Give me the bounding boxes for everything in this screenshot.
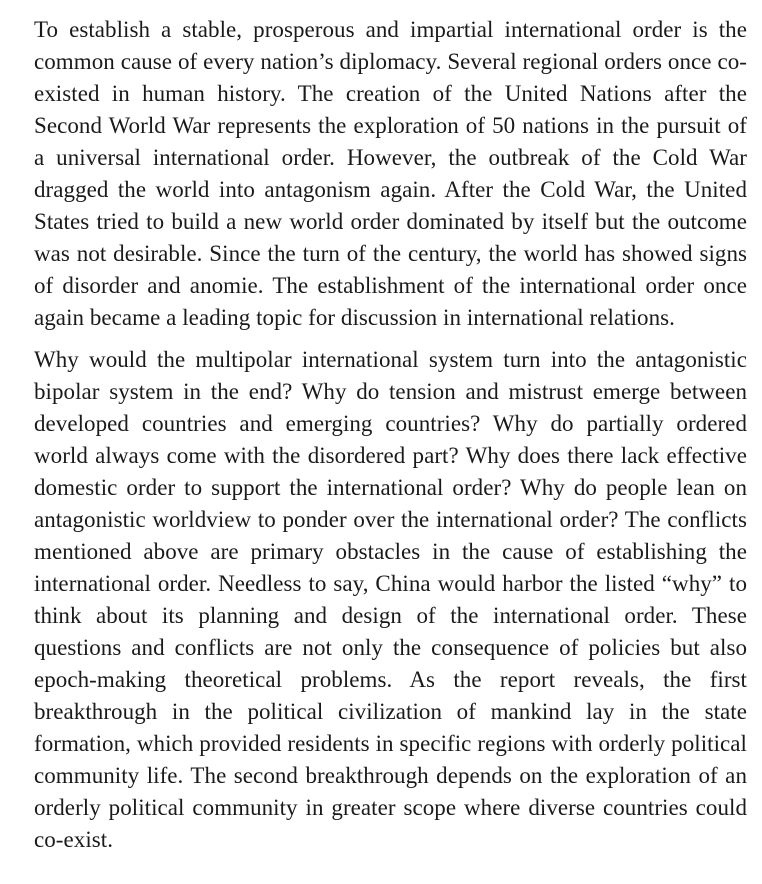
- paragraph-international-order-intro: To establish a stable, prosperous and impartial international order is the common cause of every nation’s diplomacy. Several regional orders once co-existed in human history. The creation of the United Nations after the Second World War represents the exploration of 50 nations in the pursuit of a universal international order. However, the outbreak of the Cold War dragged the world into antagonism again. After the Cold War, the United States tried to build a new world order dominated by itself but the outcome was not desirable. Since the turn of the century, the world has showed signs of disorder and anomie. The establishment of the international order once again became a leading topic for discussion in international relations.: [34, 17, 747, 330]
- document-page: [34, 14, 747, 856]
- paragraph-why-questions: Why would the multipolar international system turn into the antagonistic bipolar system in the end? Why do tension and mistrust emerge between developed countries and emerging countries? Why do partially ordered world always come with the disordered part? Why does there lack effective domestic order to support the international order? Why do people lean on antagonistic worldview to ponder over the international order? The conflicts mentioned above are primary obstacles in the cause of establishing the international order. Needless to say, China would harbor the listed “why” to think about its planning and design of the international order. These questions and conflicts are not only the consequence of policies but also epoch-making theoretical problems. As the report reveals, the first breakthrough in the political civilization of mankind lay in the state formation, which provided residents in specific regions with orderly political community life. The second breakthrough depends on the exploration of an orderly political community in greater scope where diverse countries could co-exist.: [34, 347, 747, 852]
